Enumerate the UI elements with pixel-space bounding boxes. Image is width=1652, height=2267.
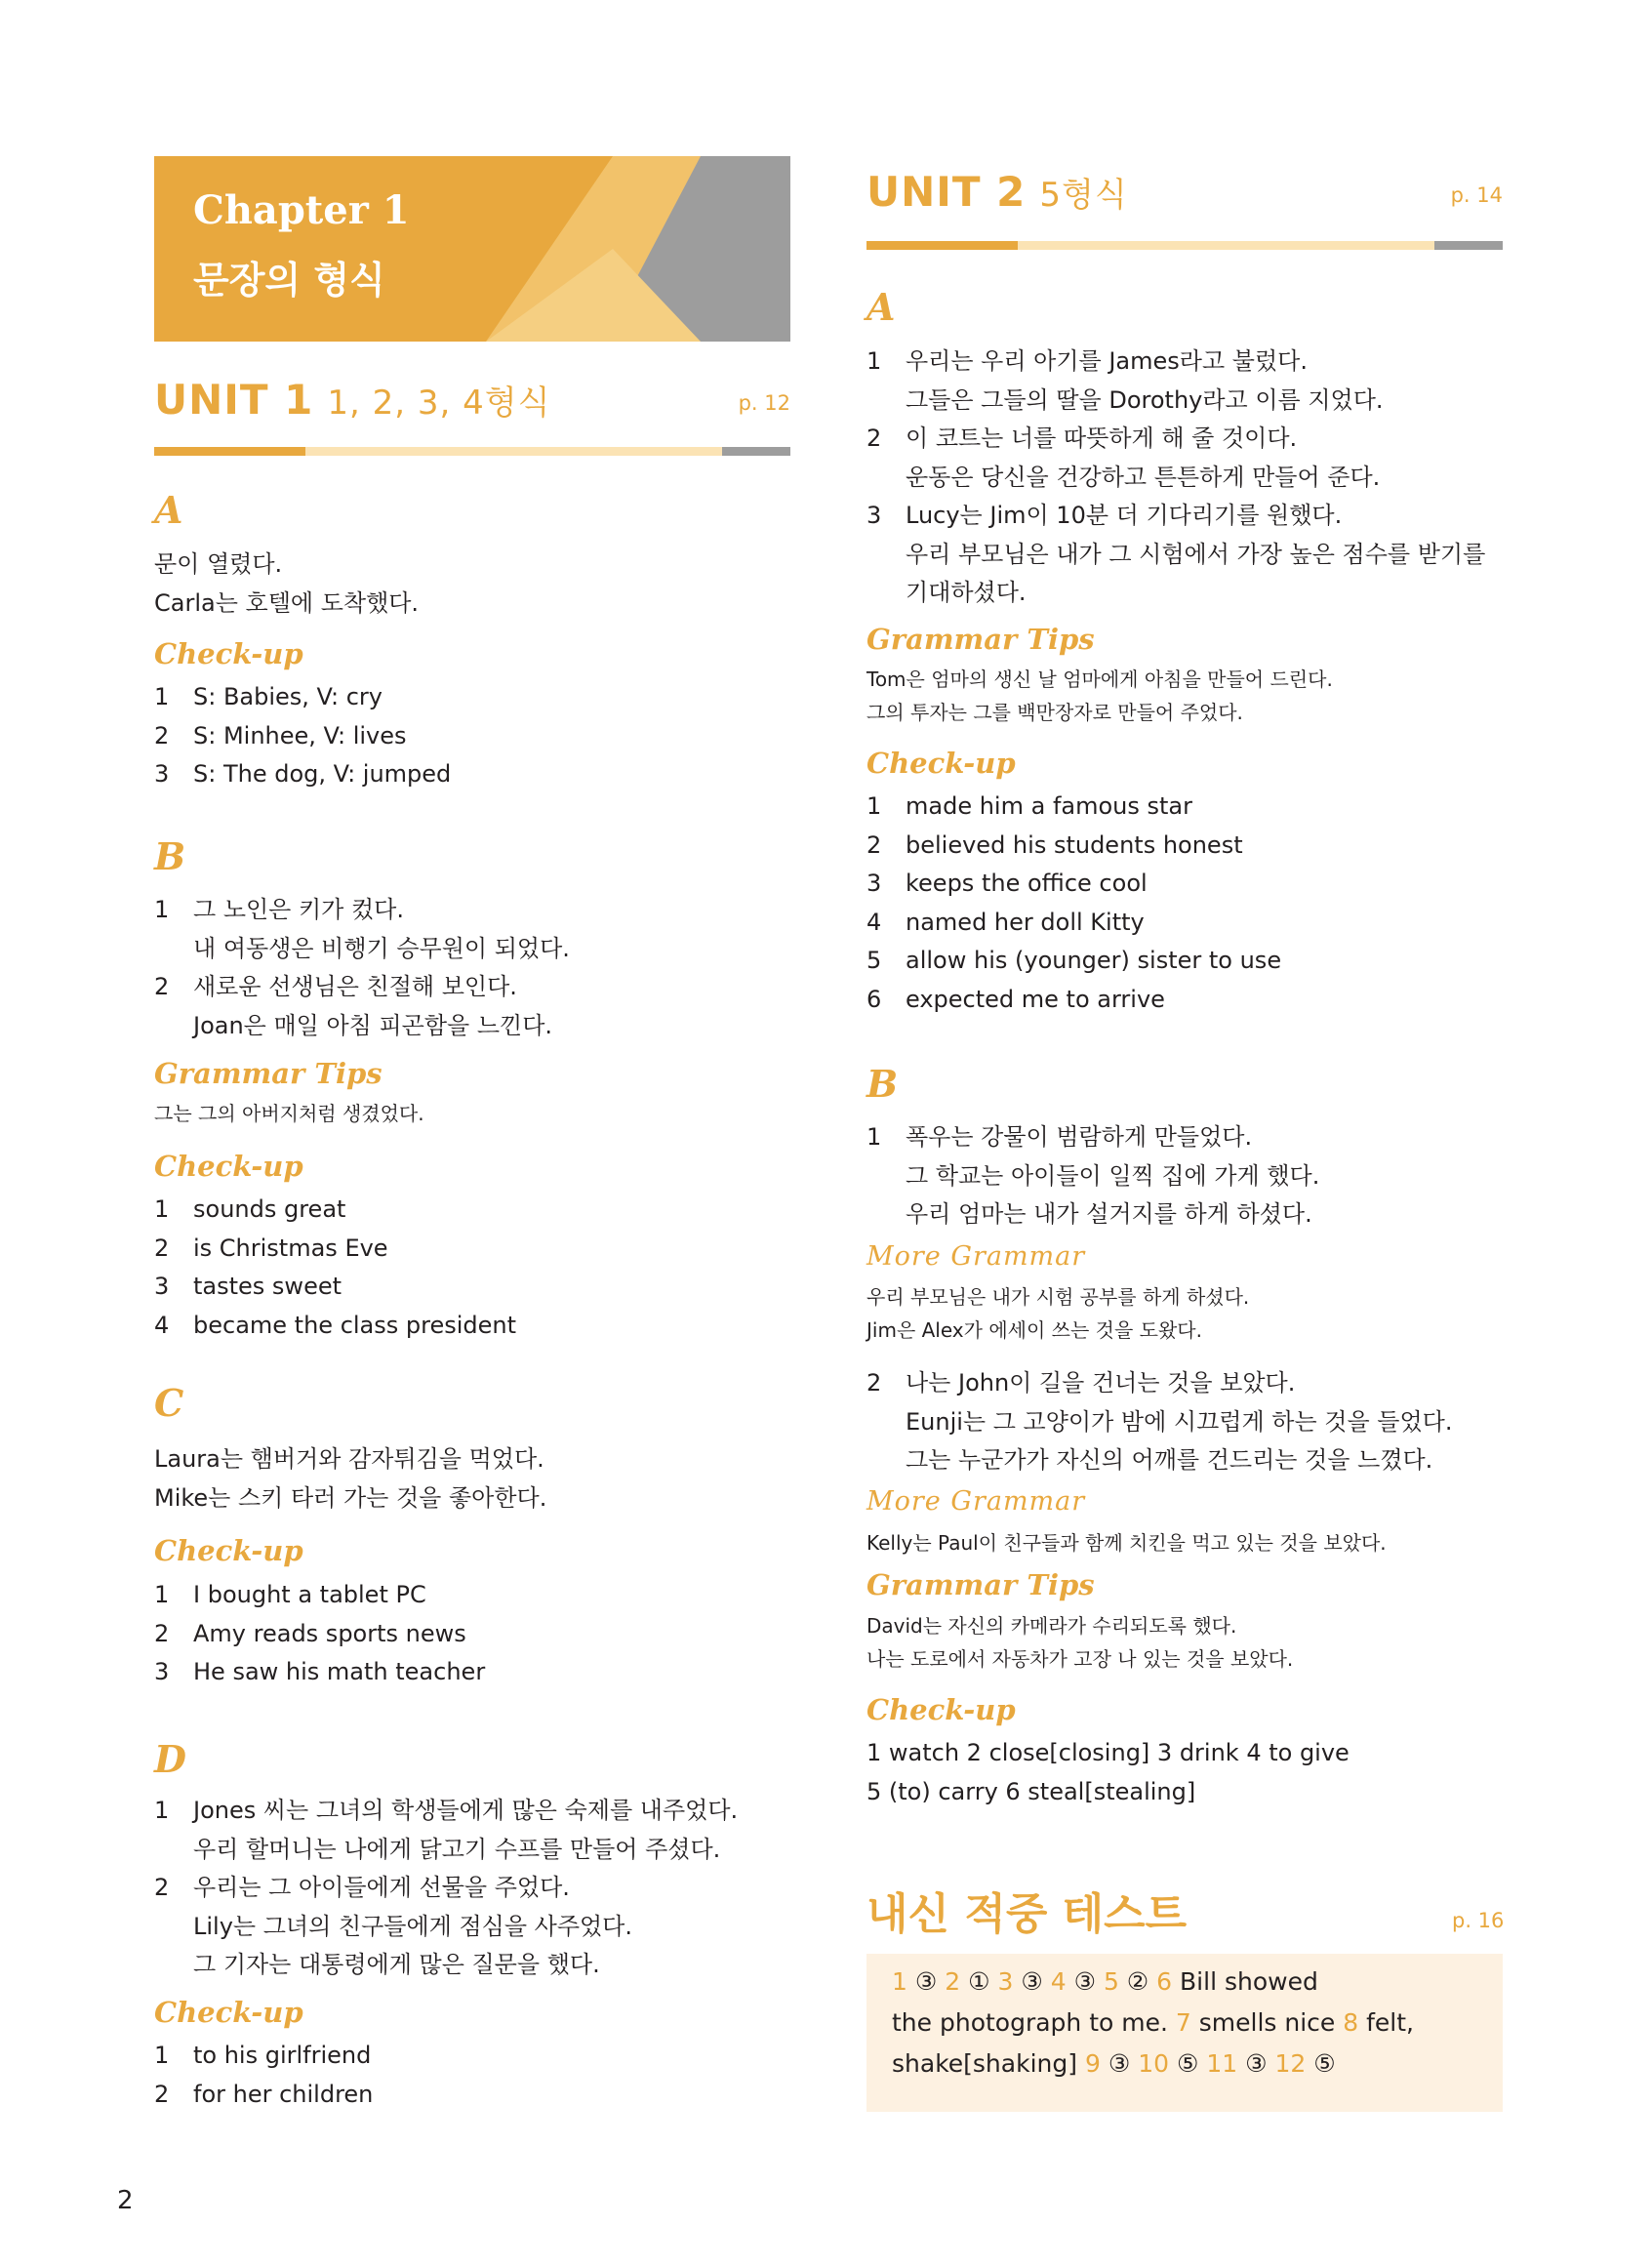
answer-line (866, 535, 1485, 569)
item-text: sounds great (193, 1195, 346, 1223)
item-text: 기대하셨다. (906, 579, 1027, 606)
checkup-title: Check-up (154, 637, 303, 670)
answer-line (866, 1402, 1452, 1437)
item-number: 1 (866, 1123, 882, 1151)
item-text: believed his students honest (906, 830, 1243, 859)
item-text: is Christmas Eve (193, 1234, 388, 1262)
item-number: 1 (866, 347, 882, 375)
item-text: 운동은 당신을 건강하고 튼튼하게 만들어 준다. (906, 463, 1381, 491)
exam-answer-line (892, 2008, 1414, 2037)
item-text: expected me to arrive (906, 985, 1165, 1013)
exam-item-answer: ⑤ (1313, 2049, 1336, 2078)
item-text: 이 코트는 너를 따뜻하게 해 줄 것이다. (906, 425, 1298, 452)
exam-item-answer: ⑤ (1176, 2049, 1199, 2078)
answer-line (154, 1907, 632, 1941)
more-grammar-title: More Grammar (866, 1241, 1086, 1272)
item-number: 3 (154, 1273, 170, 1300)
item-text: 그들은 그들의 딸을 Dorothy라고 이름 지었다. (906, 385, 1384, 414)
item-text: 나는 John이 길을 건너는 것을 보았다. (906, 1369, 1296, 1397)
item-number: 2 (154, 973, 170, 1000)
answer-line: Carla는 호텔에 도착했다. (154, 588, 420, 617)
item-text: 그 노인은 키가 컸다. (193, 896, 404, 923)
checkup-title: Check-up (154, 1534, 303, 1567)
unit1-title: UNIT 1 1, 2, 3, 4형식 (154, 376, 551, 424)
answer-line (154, 1868, 570, 1902)
item-text: 새로운 선생님은 친절해 보인다. (193, 973, 517, 1000)
exam-answer-line (892, 2049, 1336, 2078)
grammar-tips-title: Grammar Tips (866, 623, 1095, 656)
exam-item-answer: ③ (1021, 1967, 1043, 1996)
item-number: 1 (154, 1581, 170, 1608)
item-text: 우리 할머니는 나에게 닭고기 수프를 만들어 주셨다. (193, 1835, 721, 1863)
answer-line (866, 419, 1297, 453)
chapter-banner (154, 156, 790, 342)
item-text: S: The dog, V: jumped (193, 760, 452, 788)
answer-line (154, 1830, 720, 1864)
grammar-tips-title: Grammar Tips (866, 1568, 1095, 1601)
checkup-title: Check-up (154, 1150, 303, 1183)
unit1-divider (154, 447, 790, 456)
exam-item-answer: ③ (1073, 1967, 1096, 1996)
checkup-item (154, 1273, 342, 1300)
exam-item-answer: ② (1126, 1967, 1149, 1996)
exam-item-answer: shake[shaking] (892, 2049, 1077, 2078)
item-text: 그는 누군가가 자신의 어깨를 건드리는 것을 느꼈다. (906, 1446, 1433, 1474)
item-text: 내 여동생은 비행기 승무원이 되었다. (193, 934, 570, 962)
answer-line (866, 1440, 1432, 1475)
tip-line: 나는 도로에서 자동차가 고장 나 있는 것을 보았다. (866, 1647, 1294, 1671)
item-text: became the class president (193, 1311, 517, 1339)
item-number: 2 (154, 1619, 170, 1647)
answer-line (866, 342, 1308, 376)
checkup-item (154, 2042, 371, 2069)
item-number: 2 (154, 2080, 170, 2108)
item-number: 2 (866, 1369, 882, 1397)
checkup-item (866, 792, 1192, 820)
checkup-item (154, 683, 383, 710)
more-grammar-line: Kelly는 Paul이 친구들과 함께 치킨을 먹고 있는 것을 보았다. (866, 1531, 1387, 1555)
item-number: 2 (866, 425, 882, 452)
answer-line (866, 573, 1027, 607)
item-number: 1 (154, 2042, 170, 2069)
unit2-page-ref: p. 14 (1450, 183, 1503, 207)
exam-item-answer: ① (968, 1967, 990, 1996)
item-text: 폭우는 강물이 범람하게 만들었다. (906, 1123, 1253, 1151)
unit1-header (154, 376, 790, 434)
checkup-item (154, 1195, 345, 1223)
item-number: 1 (866, 792, 882, 820)
section-b-title: B (866, 1062, 899, 1106)
checkup-item (866, 831, 1243, 859)
answer-line: Mike는 스키 타러 가는 것을 좋아한다. (154, 1483, 547, 1512)
item-text: Amy reads sports news (193, 1619, 466, 1647)
tip-line: David는 자신의 카메라가 수리되도록 했다. (866, 1614, 1237, 1638)
item-text: 우리 부모님은 내가 그 시험에서 가장 높은 점수를 받기를 (906, 540, 1486, 568)
tip-line: 그의 투자는 그를 백만장자로 만들어 주었다. (866, 701, 1243, 724)
item-number: 2 (154, 1874, 170, 1901)
exam-item-number: 1 (892, 1967, 907, 1996)
exam-item-number: 5 (1103, 1967, 1119, 1996)
item-text: to his girlfriend (193, 2042, 372, 2069)
item-text: 우리는 우리 아기를 James라고 불렀다. (906, 347, 1308, 375)
item-number: 5 (866, 947, 882, 974)
item-text: I bought a tablet PC (193, 1581, 426, 1608)
checkup-item (866, 947, 1281, 974)
exam-item-number: 9 (1084, 2049, 1101, 2078)
item-text: He saw his math teacher (193, 1658, 486, 1685)
exam-item-answer: ③ (1108, 2049, 1131, 2078)
item-text: tastes sweet (193, 1273, 342, 1300)
checkup-item (154, 760, 451, 788)
page-number: 2 (117, 2186, 134, 2215)
item-number: 1 (154, 683, 170, 710)
checkup-title: Check-up (866, 1693, 1016, 1726)
unit1-page-ref: p. 12 (738, 391, 790, 415)
exam-item-number: 11 (1206, 2049, 1238, 2078)
answer-line (866, 381, 1384, 415)
checkup-title: Check-up (154, 1996, 303, 2029)
exam-item-answer: the photograph to me. (892, 2008, 1168, 2037)
item-number: 3 (866, 502, 882, 529)
item-number: 3 (154, 1658, 170, 1685)
exam-item-number: 10 (1138, 2049, 1169, 2078)
chapter-number: Chapter 1 (193, 187, 410, 233)
more-grammar-line: 우리 부모님은 내가 시험 공부를 하게 하셨다. (866, 1285, 1250, 1309)
banner-decoration (154, 156, 790, 342)
item-number: 1 (154, 896, 170, 923)
exam-item-number: 2 (945, 1967, 961, 1996)
checkup-title: Check-up (866, 747, 1016, 780)
answer-line (154, 1945, 600, 1979)
section-d-title: D (154, 1737, 186, 1781)
item-text: S: Minhee, V: lives (193, 721, 407, 749)
answer-line (154, 890, 404, 924)
answer-line: Laura는 햄버거와 감자튀김을 먹었다. (154, 1445, 544, 1473)
checkup-item (154, 1620, 466, 1647)
item-text: Eunji는 그 고양이가 밤에 시끄럽게 하는 것을 들었다. (906, 1407, 1453, 1436)
checkup-line: 1 watch 2 close[closing] 3 drink 4 to give (866, 1739, 1350, 1766)
exam-item-answer: Bill showed (1180, 1967, 1318, 1996)
item-text: Lily는 그녀의 친구들에게 점심을 사주었다. (193, 1912, 632, 1940)
exam-item-answer: felt, (1366, 2008, 1414, 2037)
checkup-item (154, 722, 407, 749)
section-a-title: A (154, 488, 183, 532)
exam-item-answer: ③ (914, 1967, 938, 1996)
answer-line (866, 1117, 1252, 1152)
chapter-title: 문장의 형식 (193, 259, 385, 302)
item-text: made him a famous star (906, 792, 1192, 820)
exam-item-number: 4 (1050, 1967, 1067, 1996)
grammar-tips-title: Grammar Tips (154, 1057, 383, 1090)
checkup-item (154, 1235, 388, 1262)
unit2-divider (866, 241, 1503, 250)
item-text: Joan은 매일 아침 피곤함을 느낀다. (193, 1011, 553, 1039)
answer-line (154, 1006, 552, 1040)
item-number: 3 (154, 760, 170, 788)
checkup-item (154, 1658, 485, 1685)
item-number: 4 (866, 908, 882, 936)
item-number: 1 (154, 1195, 170, 1223)
item-text: S: Babies, V: cry (193, 683, 383, 710)
exam-item-answer: ③ (1245, 2049, 1268, 2078)
exam-answer-line (892, 1967, 1318, 1996)
checkup-item (154, 2081, 373, 2108)
unit2-header (866, 168, 1503, 226)
more-grammar-line: Jim은 Alex가 에세이 쓰는 것을 도왔다. (866, 1318, 1202, 1342)
exam-item-number: 7 (1175, 2008, 1191, 2037)
checkup-item (154, 1581, 426, 1608)
item-text: Jones 씨는 그녀의 학생들에게 많은 숙제를 내주었다. (193, 1797, 739, 1824)
item-number: 6 (866, 985, 882, 1013)
checkup-item (866, 986, 1165, 1013)
tip-line: 그는 그의 아버지처럼 생겼었다. (154, 1102, 424, 1125)
exam-page-ref: p. 16 (1452, 1909, 1505, 1932)
item-text: 그 학교는 아이들이 일찍 집에 가게 했다. (906, 1161, 1320, 1190)
more-grammar-title: More Grammar (866, 1486, 1086, 1517)
item-text: 우리는 그 아이들에게 선물을 주었다. (193, 1874, 570, 1901)
tip-line: Tom은 엄마의 생신 날 엄마에게 아침을 만들어 드린다. (866, 668, 1333, 691)
answer-line (866, 496, 1342, 530)
exam-answer-box (866, 1954, 1503, 2112)
unit2-title: UNIT 2 5형식 (866, 168, 1128, 216)
exam-item-number: 8 (1343, 2008, 1359, 2037)
exam-item-number: 3 (997, 1967, 1014, 1996)
answer-line (866, 1363, 1295, 1397)
answer-line (866, 1194, 1312, 1229)
item-text: named her doll Kitty (906, 908, 1145, 936)
item-text: Lucy는 Jim이 10분 더 기다리기를 원했다. (906, 502, 1343, 529)
checkup-line: 5 (to) carry 6 steal[stealing] (866, 1777, 1196, 1805)
exam-item-number: 12 (1274, 2049, 1307, 2078)
answer-line (154, 1791, 738, 1825)
checkup-item (866, 909, 1145, 936)
answer-line (866, 1156, 1319, 1191)
section-c-title: C (154, 1381, 184, 1425)
item-number: 2 (154, 1234, 170, 1262)
answer-line (866, 458, 1380, 492)
exam-title: 내신 적중 테스트 (866, 1889, 1188, 1939)
item-text: for her children (193, 2080, 374, 2108)
item-number: 1 (154, 1797, 170, 1824)
section-b-title: B (154, 834, 186, 878)
answer-line: 문이 열렸다. (154, 550, 283, 578)
item-number: 4 (154, 1311, 170, 1339)
exam-item-number: 6 (1156, 1967, 1173, 1996)
checkup-item (866, 870, 1148, 897)
item-text: 우리 엄마는 내가 설거지를 하게 하셨다. (906, 1200, 1312, 1228)
item-number: 3 (866, 870, 882, 897)
section-a-title: A (866, 285, 896, 329)
item-number: 2 (154, 721, 170, 749)
exam-item-answer: smells nice (1198, 2008, 1336, 2037)
item-text: keeps the office cool (906, 870, 1148, 897)
item-number: 2 (866, 830, 882, 859)
item-text: allow his (younger) sister to use (906, 947, 1282, 974)
answer-line (154, 929, 570, 963)
answer-line (154, 967, 517, 1001)
checkup-item (154, 1312, 516, 1339)
item-text: 그 기자는 대통령에게 많은 질문을 했다. (193, 1951, 600, 1978)
